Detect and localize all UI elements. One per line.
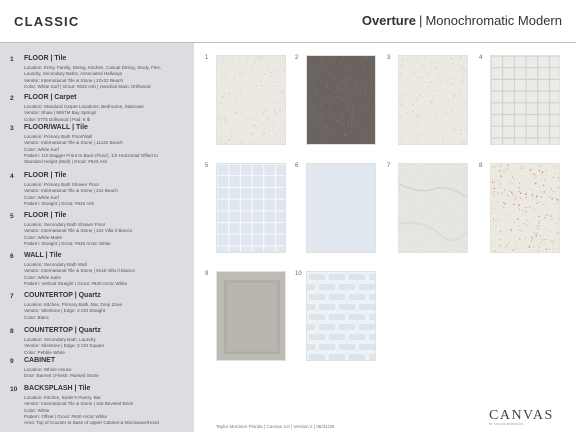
selection-number: 10 xyxy=(10,386,18,393)
swatch-image xyxy=(490,55,560,145)
swatch-image xyxy=(216,163,286,253)
title-separator: | xyxy=(419,13,423,28)
selection-detail-line: Pattern: Straight | Grout: #640 Arctic White xyxy=(24,240,111,246)
selection-detail-line: Location: Kitchen, Butler's Pantry, Bar xyxy=(24,395,101,400)
selection-detail-line: Vendor: International Tile & Stone | 9x16 Villa Il Bianco xyxy=(24,268,135,274)
selection-details xyxy=(24,367,192,380)
selection-number: 5 xyxy=(10,213,14,220)
selection-details xyxy=(24,182,192,207)
selection-detail-line: Location: Standard Carpet Locations, Bedrooms, Staircase xyxy=(24,104,144,109)
swatch-number: 4 xyxy=(479,55,483,61)
selection-detail-line: Color: White xyxy=(24,407,50,413)
selection-detail-line: Laundry, Secondary Baths, Associated Hallways xyxy=(24,71,123,77)
swatch-number: 9 xyxy=(205,271,209,277)
selection-title: FLOOR | Tile xyxy=(24,55,67,62)
canvas-logo xyxy=(489,408,559,426)
selection-details xyxy=(24,222,192,247)
selection-detail-line: Vendor: Shaw | 5657M Bay Springs xyxy=(24,110,97,116)
selection-number: 6 xyxy=(10,253,14,260)
selection-detail-line: Location: Secondary Bath Shower Floor xyxy=(24,222,106,227)
swatch-image xyxy=(398,163,468,253)
selection-detail-line: Pattern: Straight | Grout: #642 Ash xyxy=(24,200,95,206)
swatch-image xyxy=(306,163,376,253)
swatch-number: 5 xyxy=(205,163,209,169)
selection-detail-line: Pattern: Offset | Grout: #640 Arctic White xyxy=(24,413,108,419)
swatch-image xyxy=(490,163,560,253)
selection-title: FLOOR | Tile xyxy=(24,172,67,179)
selection-title: COUNTERTOP | Quartz xyxy=(24,292,101,299)
selection-details xyxy=(24,134,192,165)
selection-number: 3 xyxy=(10,125,14,132)
selection-title: FLOOR | Carpet xyxy=(24,94,77,101)
selection-title: WALL | Tile xyxy=(24,252,62,259)
selection-detail-line: Vendor: International Tile & Stone | 11x22 Beach xyxy=(24,140,123,146)
selection-detail-line: Location: Whole House xyxy=(24,367,72,372)
selection-title: FLOOR | Tile xyxy=(24,212,67,219)
selections-sidebar xyxy=(0,43,194,432)
selection-number: 8 xyxy=(10,328,14,335)
selection-detail-line: Color: White Surf xyxy=(24,194,59,200)
selection-detail-line: Color: Pebble White xyxy=(24,349,65,355)
logo-text: CANVAS xyxy=(489,408,554,423)
selection-number: 7 xyxy=(10,293,14,300)
swatch-number: 7 xyxy=(387,163,391,169)
swatch-image xyxy=(216,271,286,361)
swatch-number: 6 xyxy=(295,163,299,169)
selection-details xyxy=(24,262,192,287)
swatch-image xyxy=(306,55,376,145)
selection-details xyxy=(24,302,192,321)
selection-detail-line: Location: Primary Bath Floor/Wall xyxy=(24,134,93,139)
swatch-number: 10 xyxy=(295,271,302,277)
selection-title: FLOOR/WALL | Tile xyxy=(24,124,88,131)
selection-title: CABINET xyxy=(24,357,56,364)
selection-title: COUNTERTOP | Quartz xyxy=(24,327,101,334)
selection-detail-line: Location: Secondary Bath, Laundry xyxy=(24,337,96,342)
selection-detail-line: Location: Primary Bath Shower Floor xyxy=(24,182,100,187)
selection-detail-line: Vendor: International Tile & Stone | 2x2 Villa Il Bianco xyxy=(24,228,133,234)
selection-detail-line: Color: White Satin xyxy=(24,274,62,280)
selection-detail-line: Color: 0775 Driftwood | Pad: 6 lb xyxy=(24,116,91,122)
swatch-number: 8 xyxy=(479,163,483,169)
selection-detail-line: Location: Entry, Family, Dining, Kitchen, Casual Dining, Study, Flex, xyxy=(24,65,162,70)
selection-detail-line: Color: White Matte xyxy=(24,234,63,240)
selection-detail-line: Vendor: International Tile & Stone | 3x6 Beveled Brick xyxy=(24,401,133,407)
title-rest: Monochromatic Modern xyxy=(425,13,562,28)
selection-detail-line: Vendor: International Tile & Stone | 2x2 Beach xyxy=(24,188,118,194)
selection-detail-line: Pattern: Vertical Straight | Grout: #640 Arctic White xyxy=(24,280,128,286)
page-title xyxy=(362,13,562,28)
selection-detail-line: Pattern: 1/3 Stagger Front to Back (Floor), 1/3 Horizontal Offset to xyxy=(24,152,158,158)
selection-detail-line: Location: Kitchen, Primary Bath, Bar, Drop Zone xyxy=(24,302,123,307)
selection-detail-line: Location: Secondary Bath Wall xyxy=(24,262,87,267)
selection-detail-line: Vendor: International Tile & Stone | 22x22 Beach xyxy=(24,77,124,83)
selection-title: BACKSPLASH | Tile xyxy=(24,385,91,392)
collection-name: CLASSIC xyxy=(14,14,80,29)
swatch-image xyxy=(216,55,286,145)
selection-detail-line: Area: Top of Counter to Base of Upper Cabinet & Microwave/Hood xyxy=(24,420,159,426)
selection-detail-line: Vendor: Silestone | Edge: 3 CM Straight xyxy=(24,308,106,314)
selection-detail-line: Color: White Surf xyxy=(24,146,59,152)
selection-detail-line: Standard Height (Wall) | Grout: #642 Ash xyxy=(24,159,108,165)
selection-details xyxy=(24,337,192,356)
selection-details xyxy=(24,65,192,90)
selection-detail-line: Color: White Surf | Grout: #642 Ash | Handrail Stain: Driftwood xyxy=(24,83,151,89)
selection-details xyxy=(24,104,192,123)
selection-details xyxy=(24,395,192,426)
page-header xyxy=(0,0,576,43)
swatch-number: 2 xyxy=(295,55,299,61)
swatch-image xyxy=(398,55,468,145)
swatch-number: 1 xyxy=(205,55,209,61)
selection-detail-line: Door: Barnett | Finish: Painted Stone xyxy=(24,373,99,379)
selection-detail-line: Vendor: Silestone | Edge: 3 CM Square xyxy=(24,343,105,349)
swatch-image xyxy=(306,271,376,361)
selection-number: 1 xyxy=(10,56,14,63)
selection-number: 4 xyxy=(10,173,14,180)
selection-number: 9 xyxy=(10,358,14,365)
title-bold: Overture xyxy=(361,13,417,28)
logo-subtext: BY TAYLOR MORRISON xyxy=(489,423,524,426)
selection-detail-line: Color: Blanc xyxy=(24,314,50,320)
swatch-number: 3 xyxy=(387,55,391,61)
footer-text: Taylor Morrison Florida | Canvas 4.0 | Version 2 | 08/31/25 xyxy=(216,424,335,429)
selection-number: 2 xyxy=(10,95,14,102)
